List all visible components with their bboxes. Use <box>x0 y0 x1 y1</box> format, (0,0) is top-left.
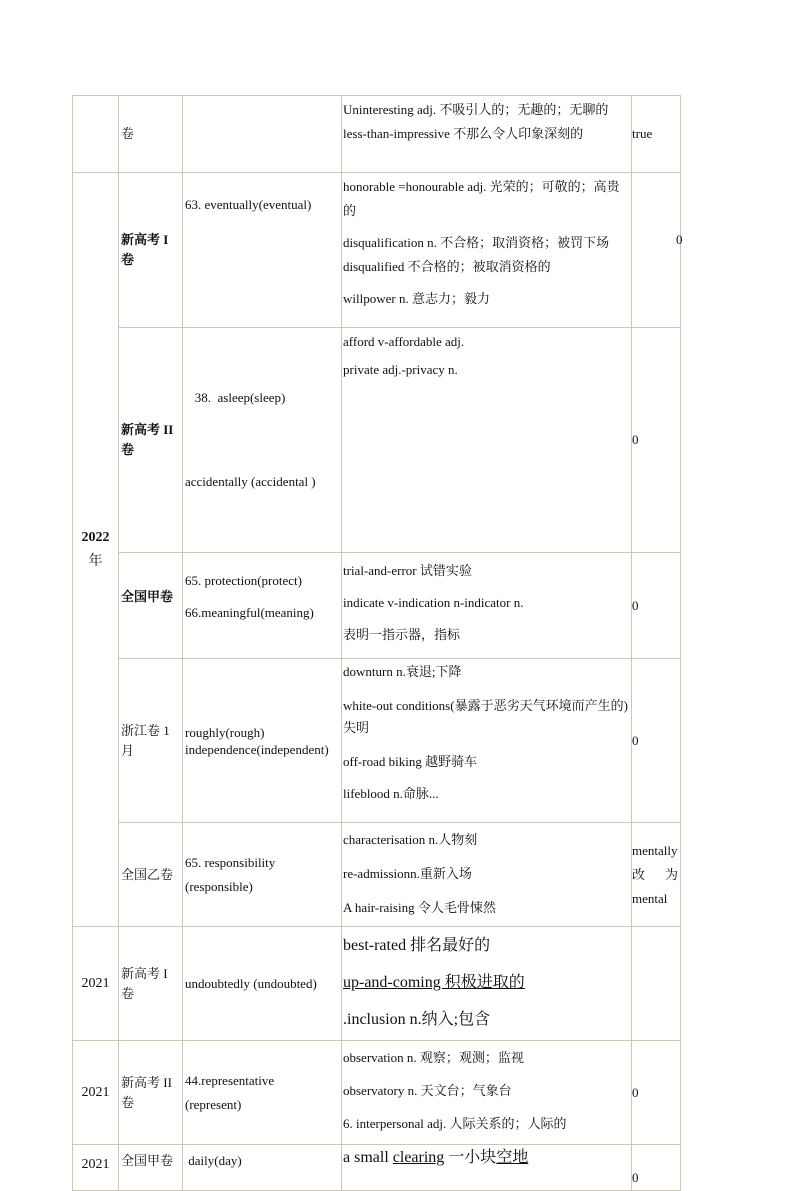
answer-cell <box>632 927 681 1041</box>
paper-cell: 浙江卷 1 月 <box>119 659 183 823</box>
word-form: 38. asleep(sleep) <box>185 390 286 405</box>
vocab-entry: off-road biking 越野骑车 <box>343 754 478 769</box>
table-row <box>73 1145 681 1191</box>
table-row <box>73 96 681 173</box>
vocab-text: a small <box>343 1149 393 1166</box>
table-row <box>73 173 681 328</box>
year-label: 2022 <box>81 529 110 545</box>
word-form: 44.representative <box>185 1072 275 1088</box>
paper-cell: 新高考 II 卷 <box>119 328 183 553</box>
vocab-text: 空地 <box>496 1149 529 1166</box>
vocab-entry: indicate v-indication n-indicator n. <box>343 595 524 610</box>
year-cell <box>73 173 119 927</box>
year-suffix: 年 <box>88 553 103 569</box>
vocab-entry: lifeblood n.命脉... <box>343 786 439 801</box>
word-form: accidentally (accidental ) <box>185 474 316 489</box>
vocab-entry: .inclusion n.纳入;包含 <box>343 1011 491 1028</box>
word-form: roughly(rough) <box>185 724 265 740</box>
answer-cell: mentally 改为 mental <box>632 823 681 927</box>
table-row <box>73 927 681 1041</box>
year-cell <box>73 96 119 173</box>
answer-cell: 0 <box>632 328 681 553</box>
vocab-entry: Uninteresting adj. 不吸引人的；无趣的；无聊的 <box>343 102 609 117</box>
vocab-cell <box>342 328 632 553</box>
vocab-entry: observation n. 观察；观测；监视 <box>343 1050 524 1065</box>
vocab-entry: best-rated 排名最好的 <box>343 937 491 954</box>
vocabulary-table <box>72 95 681 1191</box>
word-form-cell <box>183 823 342 927</box>
word-form-cell <box>183 173 342 328</box>
vocab-entry: 表明一指示器，指标 <box>343 627 461 642</box>
vocab-cell <box>342 927 632 1041</box>
vocab-entry: characterisation n.人物刻 <box>343 832 478 847</box>
year-cell: 2021 <box>73 927 119 1041</box>
paper-cell: 新高考 I 卷 <box>119 927 183 1041</box>
word-form: undoubtedly (undoubted) <box>185 975 317 991</box>
vocab-entry: 6. interpersonal adj. 人际关系的；人际的 <box>343 1116 567 1131</box>
table-row <box>73 823 681 927</box>
vocab-entry: disqualification n. 不合格；取消资格；被罚下场 <box>343 235 610 250</box>
word-form-cell <box>183 927 342 1041</box>
vocab-entry: disqualified 不合格的；被取消资格的 <box>343 259 551 274</box>
word-form: 63. eventually(eventual) <box>185 197 312 212</box>
word-form: 65. protection(protect) <box>185 573 302 588</box>
word-form-cell <box>183 96 342 173</box>
vocab-entry: re-admissionn.重新入场 <box>343 866 472 881</box>
answer-cell: 0 <box>632 553 681 659</box>
vocab-entry: A hair-raising 令人毛骨悚然 <box>343 900 496 915</box>
paper-cell: 卷 <box>119 96 183 173</box>
word-form: 66.meaningful(meaning) <box>185 605 314 620</box>
word-form-cell <box>183 328 342 553</box>
word-form-cell <box>183 1145 342 1191</box>
vocab-entry: less-than-impressive 不那么令人印象深刻的 <box>343 126 584 141</box>
vocab-entry: downturn n.衰退;下降 <box>343 664 462 679</box>
table-row <box>73 1041 681 1145</box>
paper-cell: 全国乙卷 <box>119 823 183 927</box>
word-form: daily(day) <box>185 1153 242 1168</box>
answer-cell: 0 <box>632 1145 681 1191</box>
vocab-cell <box>342 173 632 328</box>
answer-cell: 0 <box>632 1041 681 1145</box>
vocab-cell <box>342 553 632 659</box>
word-form-cell <box>183 659 342 823</box>
vocab-entry: white-out conditions(暴露于恶劣天气环境而产生的)失明 <box>343 698 628 735</box>
vocab-cell <box>342 1145 632 1191</box>
vocab-text: 一小块 <box>444 1149 497 1166</box>
vocab-entry: trial-and-error 试错实验 <box>343 563 472 578</box>
vocab-cell <box>342 96 632 173</box>
word-form: independence(independent) <box>185 741 329 757</box>
vocab-text: clearing <box>392 1149 445 1166</box>
paper-cell: 全国甲卷 <box>119 1145 183 1191</box>
year-cell: 2021 <box>73 1145 119 1191</box>
word-form-cell <box>183 1041 342 1145</box>
vocab-cell <box>342 1041 632 1145</box>
answer-value: 0 <box>676 232 683 247</box>
word-form: (responsible) <box>185 878 253 894</box>
vocab-entry: private adj.-privacy n. <box>343 362 458 377</box>
vocab-entry: honorable =honourable adj. 光荣的；可敬的；高贵的 <box>343 179 620 218</box>
paper-cell: 全国甲卷 <box>119 553 183 659</box>
word-form-cell <box>183 553 342 659</box>
answer-cell: true <box>632 96 681 173</box>
vocab-cell <box>342 823 632 927</box>
vocab-cell <box>342 659 632 823</box>
word-form: (represent) <box>185 1096 242 1112</box>
table-row <box>73 328 681 553</box>
answer-cell: 0 <box>632 659 681 823</box>
word-form: 65. responsibility <box>185 854 276 870</box>
paper-cell: 新高考 I 卷 <box>119 173 183 328</box>
vocab-entry: afford v-affordable adj. <box>343 334 465 349</box>
answer-cell <box>632 173 681 328</box>
table-row <box>73 553 681 659</box>
vocab-entry: willpower n. 意志力；毅力 <box>343 291 490 306</box>
paper-cell: 新高考 II 卷 <box>119 1041 183 1145</box>
table-row <box>73 659 681 823</box>
vocab-entry: observatory n. 天文台；气象台 <box>343 1083 512 1098</box>
year-cell: 2021 <box>73 1041 119 1145</box>
vocab-entry: up-and-coming 积极进取的 <box>343 974 525 991</box>
